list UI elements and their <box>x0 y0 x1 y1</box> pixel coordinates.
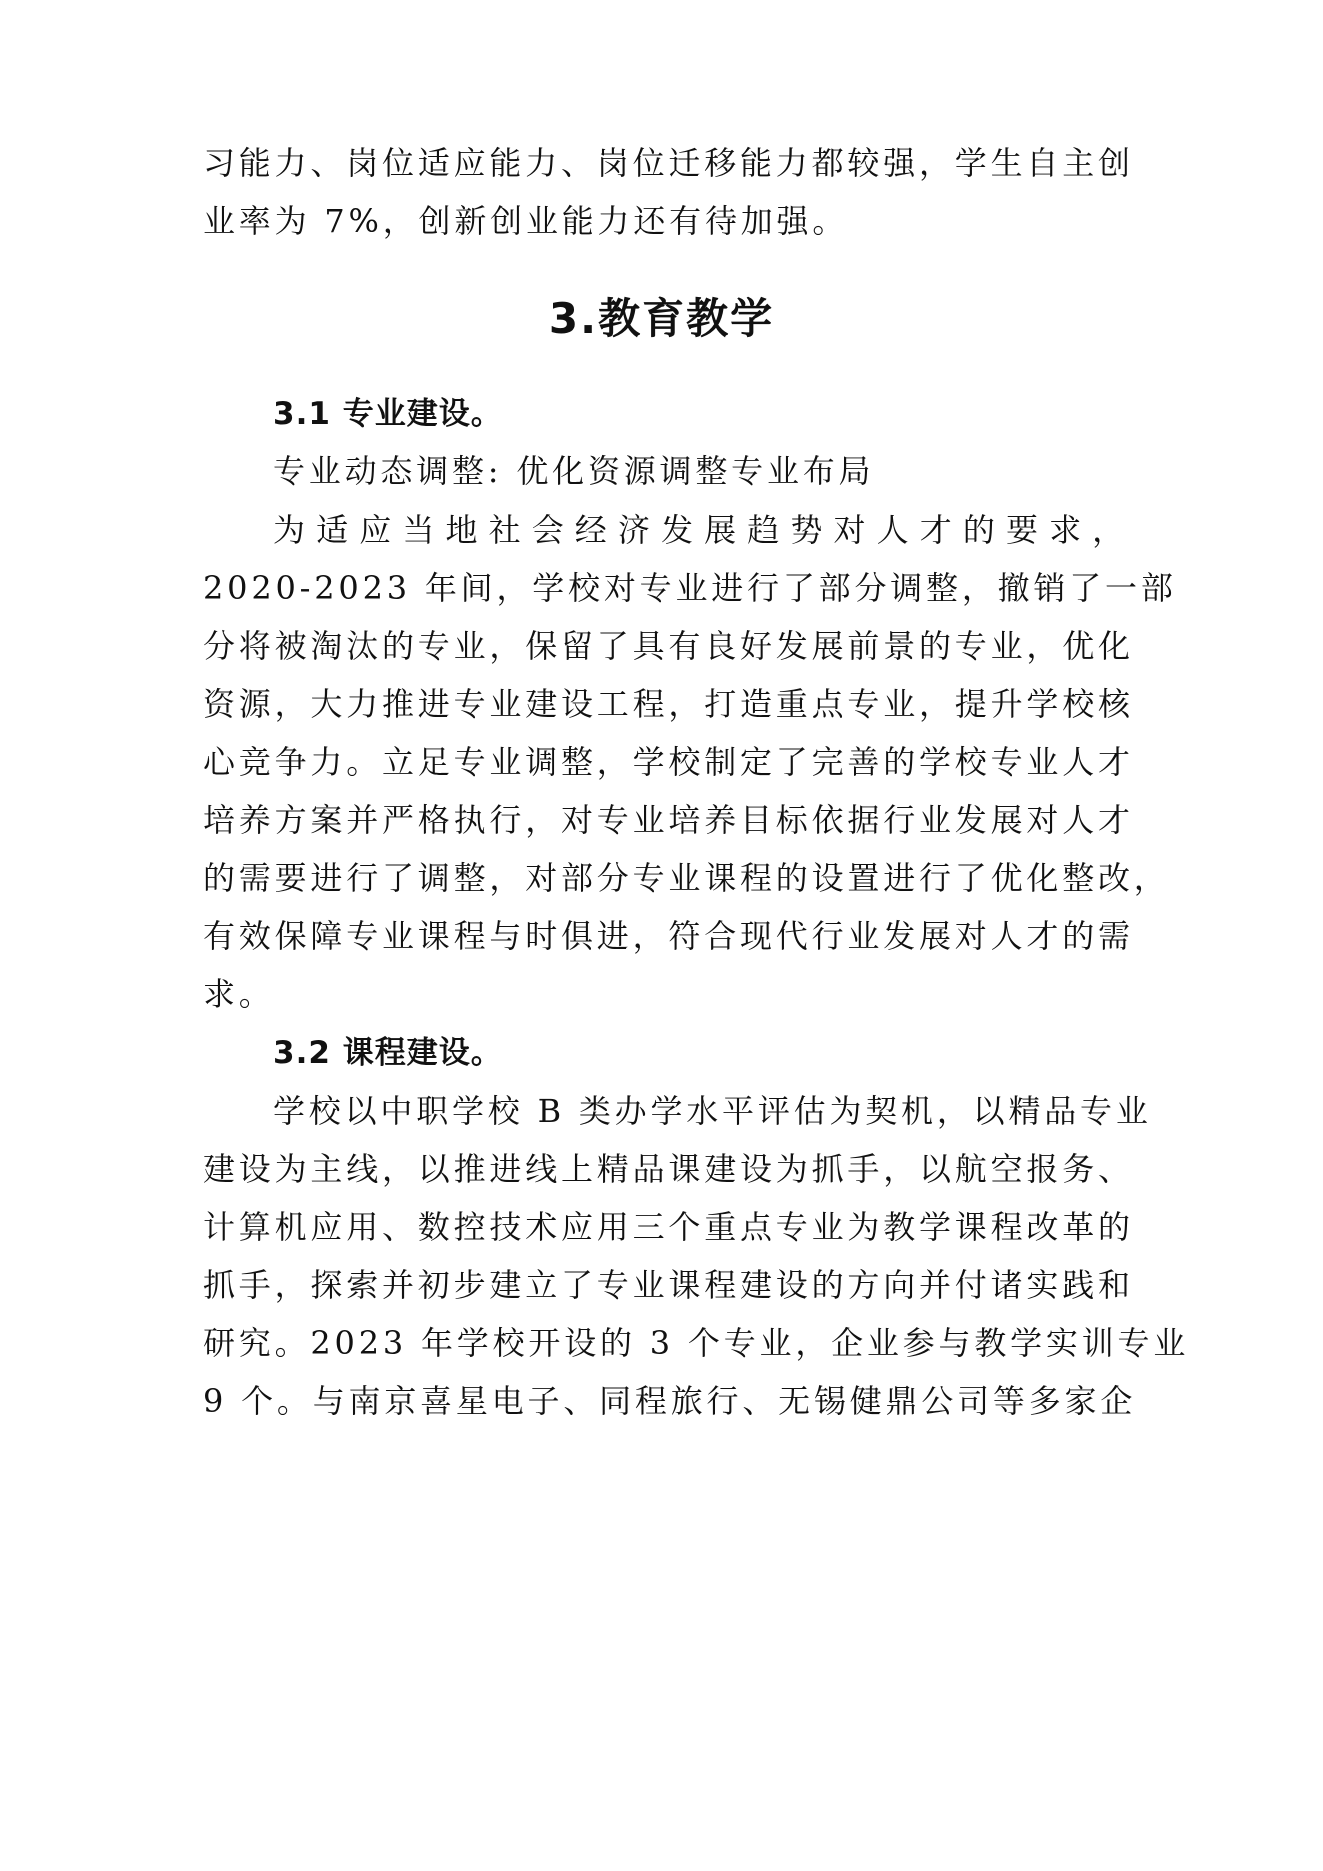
body-text-line: 求。 <box>203 975 275 1013</box>
subsection-heading: 3.1 专业建设。 <box>273 396 503 432</box>
body-text-line: 习能力、岗位适应能力、岗位迁移能力都较强，学生自主创 <box>203 144 1134 182</box>
body-text-line: 的需要进行了调整，对部分专业课程的设置进行了优化整改， <box>203 859 1170 897</box>
body-text-line: 为适应当地社会经济发展趋势对人才的要求， <box>273 511 1128 549</box>
section-title: 3.教育教学 <box>548 294 775 343</box>
body-text-line: 计算机应用、数控技术应用三个重点专业为教学课程改革的 <box>203 1208 1134 1246</box>
body-text-line: 有效保障专业课程与时俱进，符合现代行业发展对人才的需 <box>203 917 1134 955</box>
body-text-line: 9 个。与南京喜星电子、同程旅行、无锡健鼎公司等多家企 <box>203 1382 1137 1420</box>
body-text-line: 心竞争力。立足专业调整，学校制定了完善的学校专业人才 <box>203 743 1134 781</box>
body-text-line: 抓手，探索并初步建立了专业课程建设的方向并付诸实践和 <box>203 1266 1134 1304</box>
body-text-line: 研究。2023 年学校开设的 3 个专业，企业参与教学实训专业 <box>203 1324 1190 1362</box>
body-text-line: 建设为主线，以推进线上精品课建设为抓手，以航空报务、 <box>203 1150 1134 1188</box>
body-text-line: 2020-2023 年间，学校对专业进行了部分调整，撤销了一部 <box>203 569 1177 607</box>
body-text-line: 培养方案并严格执行，对专业培养目标依据行业发展对人才 <box>203 801 1134 839</box>
subsection-heading: 3.2 课程建设。 <box>273 1035 503 1071</box>
subsection-subheading: 专业动态调整: 优化资源调整专业布局 <box>273 452 875 490</box>
body-text-line: 分将被淘汰的专业，保留了具有良好发展前景的专业，优化 <box>203 627 1134 665</box>
body-text-line: 资源，大力推进专业建设工程，打造重点专业，提升学校核 <box>203 685 1134 723</box>
body-text-line: 业率为 7%，创新创业能力还有待加强。 <box>203 202 849 240</box>
body-text-line: 学校以中职学校 B 类办学水平评估为契机，以精品专业 <box>273 1092 1152 1130</box>
